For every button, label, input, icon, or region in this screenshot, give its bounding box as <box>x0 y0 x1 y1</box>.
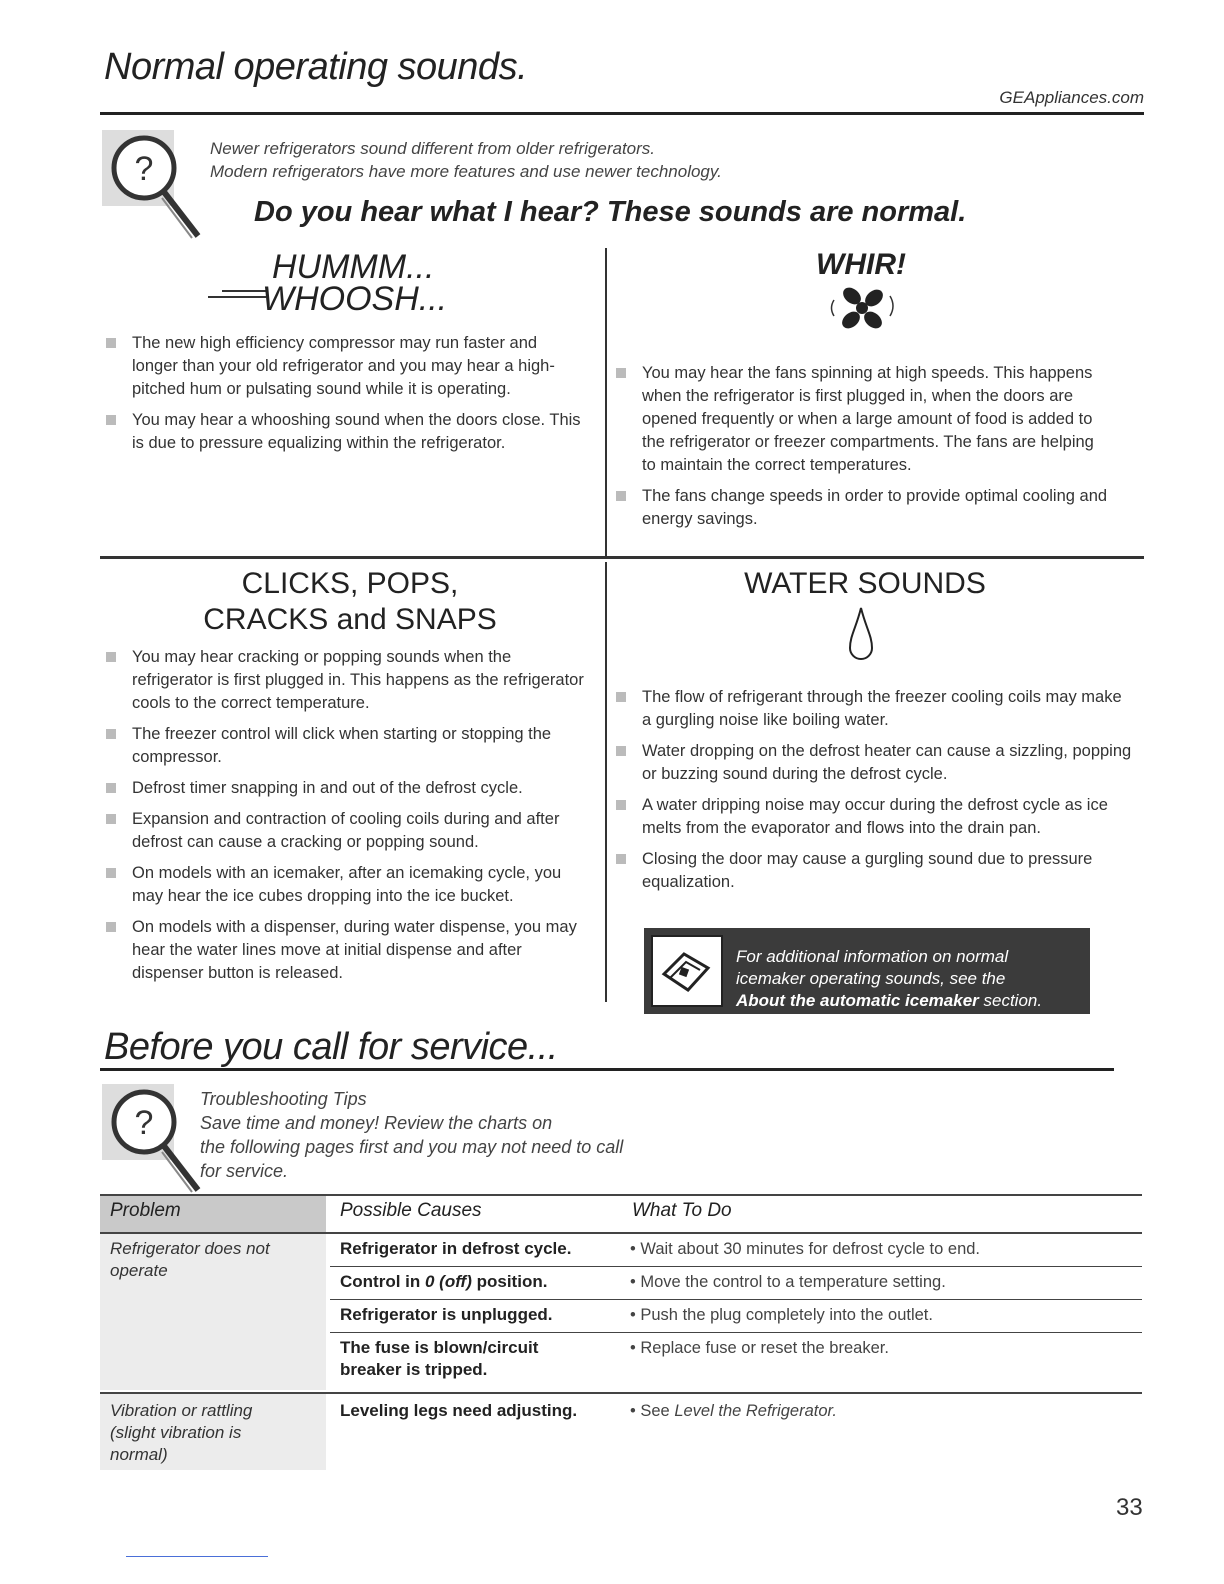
todo-leveling: • See Level the Refrigerator. <box>630 1402 837 1420</box>
service-title: Before you call for service... <box>104 1026 558 1068</box>
footer-line <box>126 1556 268 1557</box>
svg-text:?: ? <box>134 1104 154 1142</box>
problem-rule <box>100 1392 1142 1394</box>
clicks-title: CLICKS, POPS, CRACKS and SNAPS <box>203 567 497 636</box>
icemaker-section-link[interactable]: About the automatic icemaker <box>736 991 979 1010</box>
col-header-problem: Problem <box>110 1200 181 1221</box>
list-item: A water dripping noise may occur during the defrost cycle as ice melts from the evaporator and flows into the drain pan. <box>612 794 1132 840</box>
icemaker-callout <box>644 928 1090 1014</box>
col-header-causes: Possible Causes <box>340 1200 482 1221</box>
tips-line-3: for service. <box>200 1161 289 1181</box>
callout-line-3: About the automatic icemaker section. <box>736 991 1043 1010</box>
page-number: 33 <box>1116 1494 1143 1521</box>
cause-control-off: Control in 0 (off) position. <box>340 1272 548 1291</box>
problem-vibration: Vibration or rattling (slight vibration is normal) <box>110 1401 253 1464</box>
level-refrigerator-link[interactable]: Level the Refrigerator. <box>674 1402 837 1420</box>
question-magnifier-icon-2 <box>102 1084 202 1194</box>
callout-line-1: For additional information on normal <box>736 947 1009 966</box>
list-item: You may hear a whooshing sound when the doors close. This is due to pressure equalizing within the refrigerator. <box>102 409 582 455</box>
todo-defrost: • Wait about 30 minutes for defrost cycle to end. <box>630 1240 981 1258</box>
fan-icon <box>824 278 904 338</box>
tips-line-2: the following pages first and you may not need to call <box>200 1137 624 1157</box>
column-divider-bottom <box>605 562 607 1002</box>
water-title: WATER SOUNDS <box>744 567 986 600</box>
icemaker-icon <box>650 934 724 1008</box>
list-item: The fans change speeds in order to provide optimal cooling and energy savings. <box>612 485 1112 531</box>
list-item: You may hear the fans spinning at high speeds. This happens when the refrigerator is first plugged in, when the doors are opened frequently or when a large amount of food is added to the refrigerator or freezer compartments. The fans are helping to maintain the correct temperatures. <box>612 362 1112 477</box>
hum-title: HUMMM... <box>272 248 435 286</box>
callout-line-2: icemaker operating sounds, see the <box>736 969 1006 988</box>
water-bullets <box>612 686 1132 902</box>
list-item: The new high efficiency compressor may run faster and longer than your old refrigerator and you may hear a high-pitched hum or pulsating sound while it is operating. <box>102 332 582 401</box>
tips-title: Troubleshooting Tips <box>200 1089 367 1109</box>
list-item: Water dropping on the defrost heater can cause a sizzling, popping or buzzing sound during the defrost cycle. <box>612 740 1132 786</box>
problem-refrigerator-not-operate: Refrigerator does not operate <box>110 1239 270 1280</box>
row-rule <box>330 1266 1142 1267</box>
row-rule <box>330 1299 1142 1300</box>
sounds-subhead: Do you hear what I hear? These sounds are normal. <box>254 196 967 228</box>
page-title: Normal operating sounds. <box>104 46 528 88</box>
cause-leveling: Leveling legs need adjusting. <box>340 1401 578 1420</box>
site-url: GEAppliances.com <box>999 88 1144 107</box>
whir-title: WHIR! <box>816 248 906 281</box>
whoosh-lines <box>208 290 266 300</box>
list-item: You may hear cracking or popping sounds when the refrigerator is first plugged in. This happens as the refrigerator cools to the correct temperature. <box>102 646 592 715</box>
service-rule <box>100 1068 1114 1071</box>
svg-text:?: ? <box>134 150 154 188</box>
todo-control: • Move the control to a temperature setting. <box>630 1273 946 1291</box>
cause-fuse: The fuse is blown/circuit breaker is tripped. <box>340 1338 539 1379</box>
tips-line-1: Save time and money! Review the charts on <box>200 1113 553 1133</box>
todo-plug: • Push the plug completely into the outlet. <box>630 1306 933 1324</box>
row-rule <box>330 1332 1142 1333</box>
section-divider <box>100 556 1144 559</box>
list-item: Defrost timer snapping in and out of the defrost cycle. <box>102 777 592 800</box>
cause-defrost: Refrigerator in defrost cycle. <box>340 1239 572 1258</box>
title-rule <box>100 112 1144 115</box>
list-item: Expansion and contraction of cooling coils during and after defrost can cause a cracking or popping sound. <box>102 808 592 854</box>
clicks-bullets <box>102 646 592 993</box>
intro-line-2: Modern refrigerators have more features and use newer technology. <box>210 162 722 181</box>
intro-line-1: Newer refrigerators sound different from older refrigerators. <box>210 139 656 158</box>
todo-fuse: • Replace fuse or reset the breaker. <box>630 1339 889 1357</box>
header-rule <box>100 1232 1142 1234</box>
question-magnifier-icon <box>102 130 202 240</box>
whoosh-title: WHOOSH... <box>262 280 448 318</box>
column-divider-top <box>605 248 607 558</box>
cause-unplugged: Refrigerator is unplugged. <box>340 1305 553 1324</box>
list-item: The flow of refrigerant through the freezer cooling coils may make a gurgling noise like boiling water. <box>612 686 1132 732</box>
whir-bullets <box>612 362 1112 539</box>
list-item: On models with an icemaker, after an icemaking cycle, you may hear the ice cubes dropping into the ice bucket. <box>102 862 592 908</box>
list-item: The freezer control will click when starting or stopping the compressor. <box>102 723 592 769</box>
water-drop-icon <box>846 604 876 664</box>
hum-bullets <box>102 332 582 463</box>
list-item: Closing the door may cause a gurgling sound due to pressure equalization. <box>612 848 1132 894</box>
col-header-todo: What To Do <box>632 1200 732 1221</box>
list-item: On models with a dispenser, during water dispense, you may hear the water lines move at initial dispense and after dispenser button is released. <box>102 916 592 985</box>
